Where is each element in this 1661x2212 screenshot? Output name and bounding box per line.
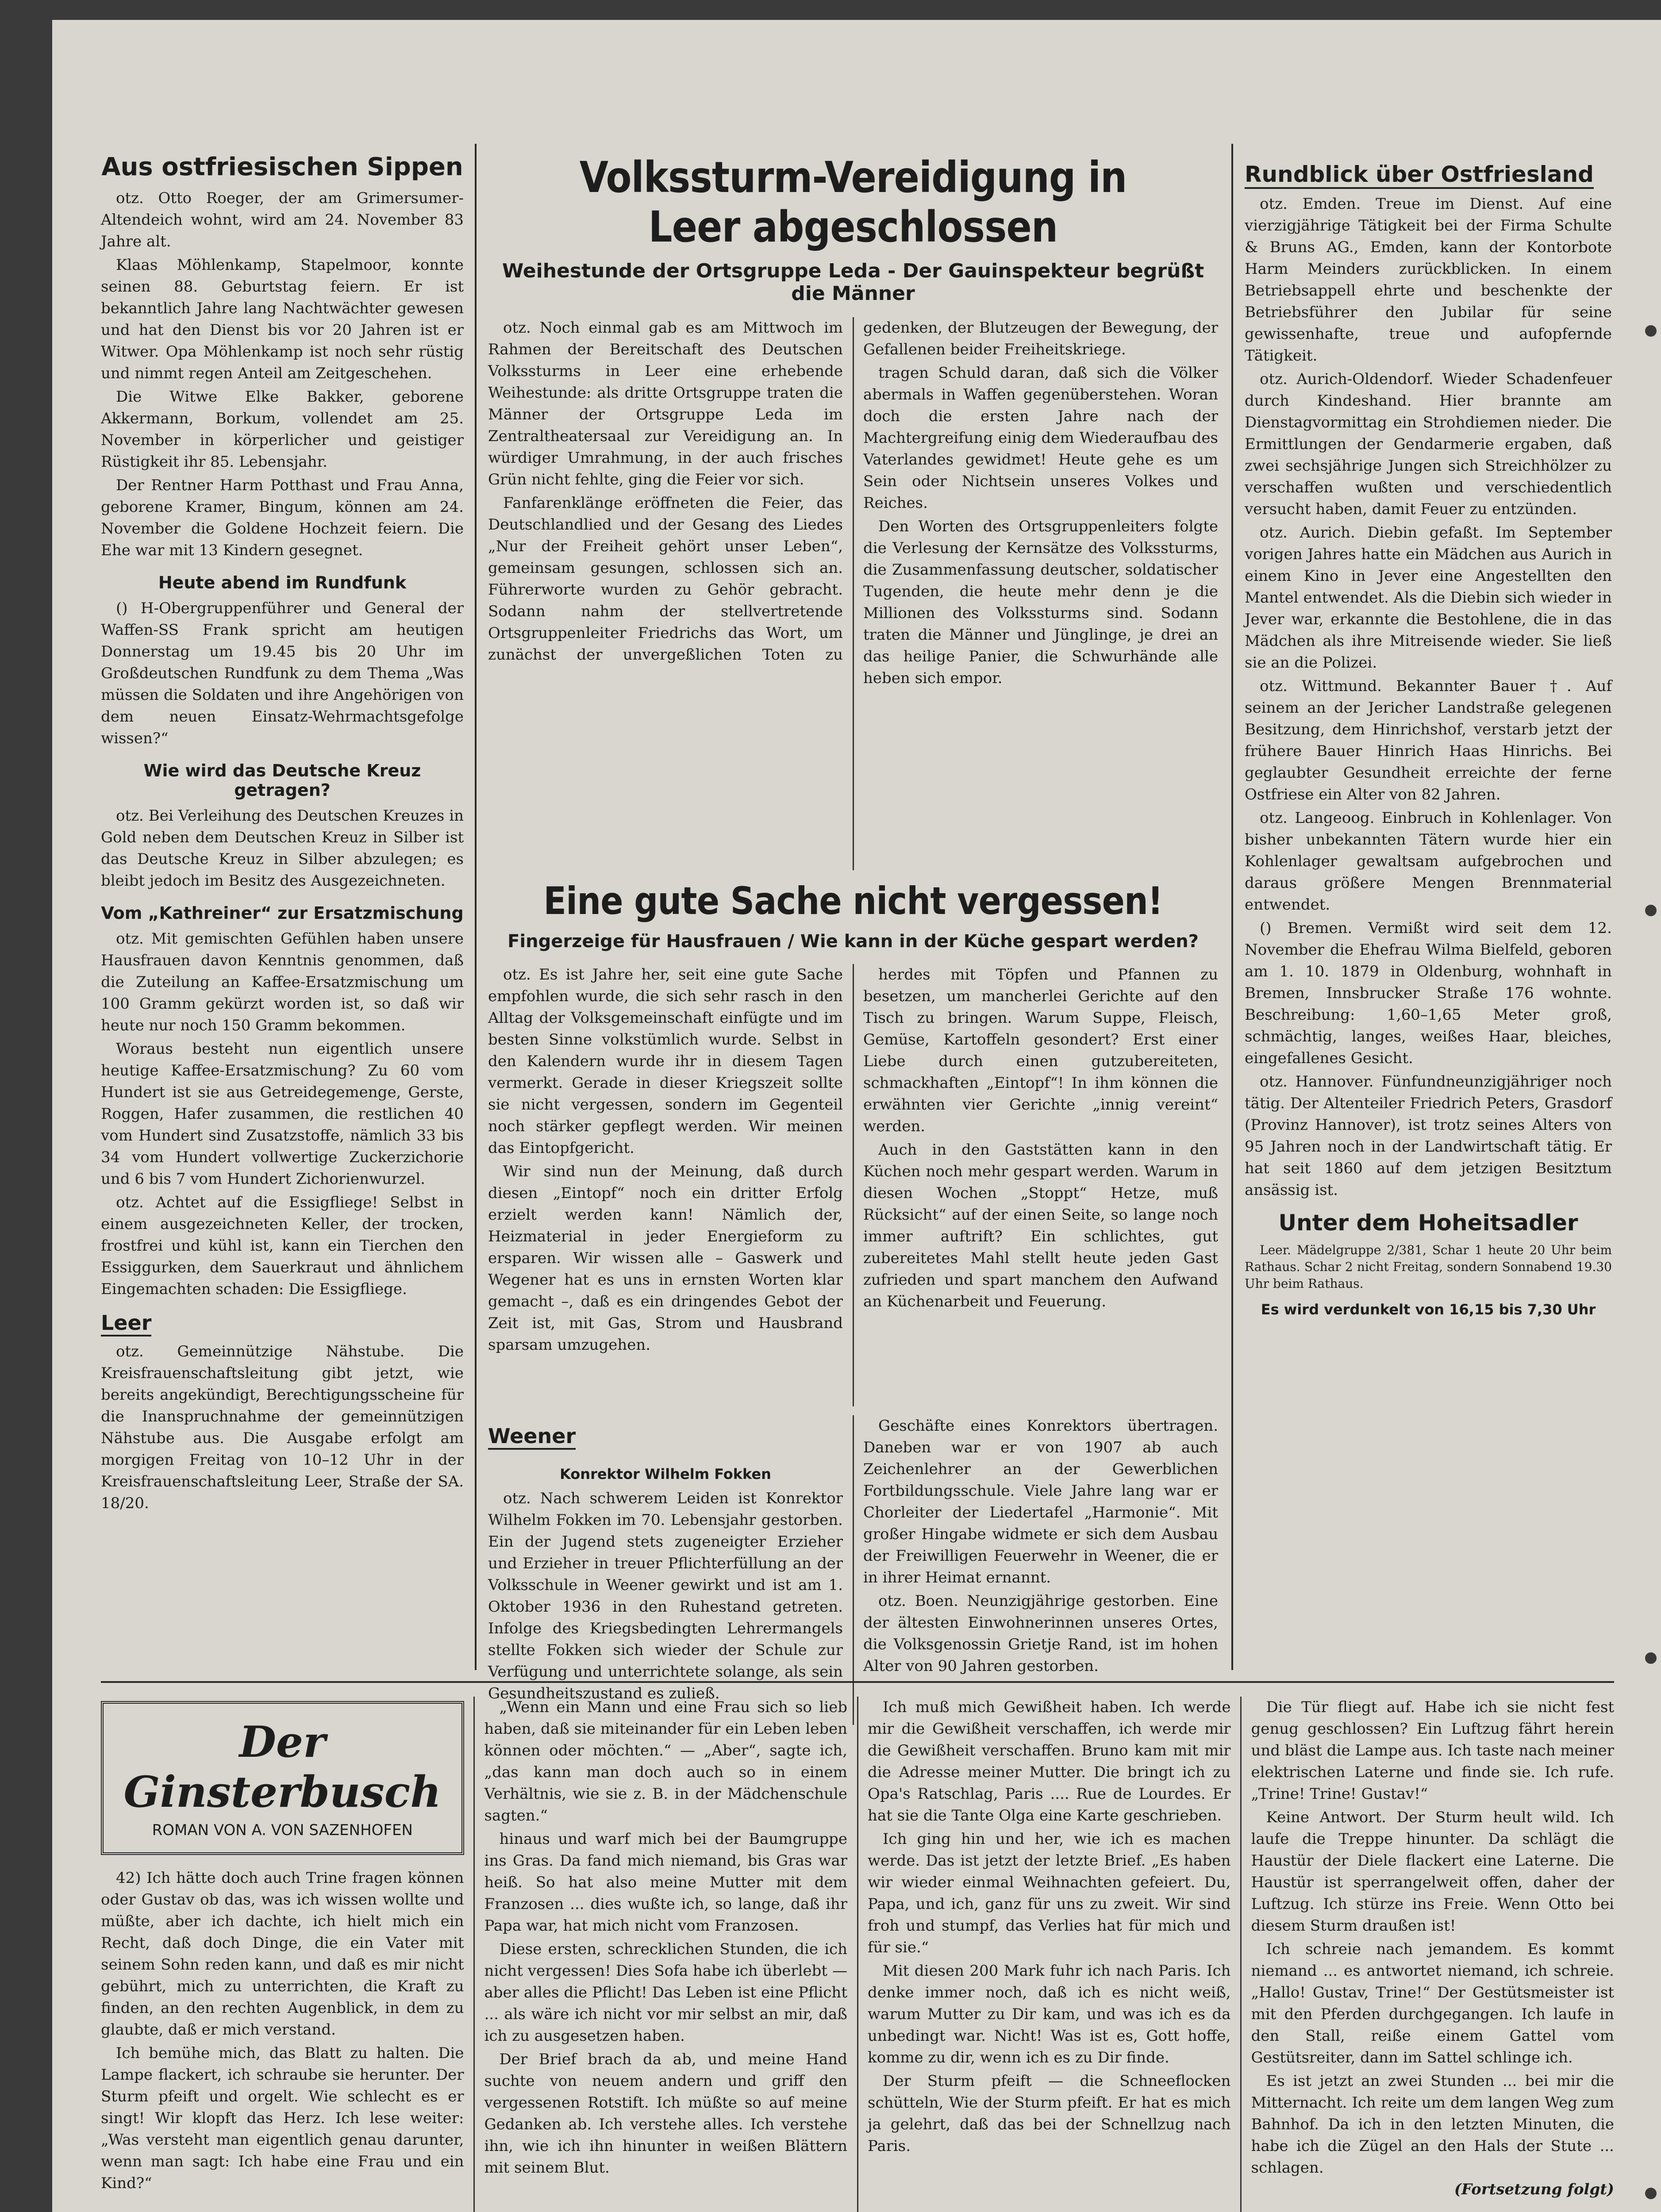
novel-title: Der Ginsterbusch [123, 1717, 441, 1817]
novel-paragraph: Mit diesen 200 Mark fuhr ich nach Paris. Ich denke immer noch, daß ich es nicht weiß, warum Mutter zu Dir kam, und was ich es da unbedingt war. Nicht! Was ist es, Gott hoffe, komme zu dir, wenn ich es zu Dir finde. [868, 1962, 1231, 2066]
leer-paragraph: otz. Gemeinnützige Nähstube. Die Kreisfrauenschaftsleitung gibt jetzt, wie bereits angekündigt, Berechtigungsscheine für die Inanspruchnahme der gemeinnützigen Nähstube aus. Die Ausgabe erfolgt am morgigen Freitag von 10–12 Uhr in der Kreisfrauenschaftsleitung Leer, Straße der SA. 18/20. [101, 1343, 464, 1512]
novel-paragraph: hinaus und warf mich bei der Baumgruppe ins Gras. Da fand mich niemand, bis Gras war heiß. So hat also meine Mutter mit dem Franzosen ... dies wußte ich, so lange, daß ihr Papa war, hat mich nicht vom Franzosen. [484, 1830, 847, 1935]
article-paragraph: otz. Noch einmal gab es am Mittwoch im Rahmen der Bereitschaft des Deutschen Volkssturms in Leer eine erhebende Weihestunde: als dritte Ortsgruppe traten die Männer der Ortsgruppe Leda im Zentraltheatersaal zur Vereidigung an. In würdiger Umrahmung, in der auch frisches Grün nicht fehlte, ging die Feier vor sich. [488, 319, 843, 488]
article-paragraph: Fanfarenklänge eröffneten die Feier, das Deutschlandlied und der Gesang des Liedes „Nur der Freiheit gehört unser Leben“, gemeinsam gesungen, schlossen sich an. Führerworte wurden zu Gehör gebracht. Sodann nahm der stellvertretende Ortsgruppenleiter Friedrichs das Wort, um zunächst der unvergeßlichen Toten zu gedenken, der Blutzeugen der Bewegung, der Gefallenen beider Freiheitskriege. [488, 319, 1218, 664]
serial-novel [101, 1697, 1614, 2212]
novel-title-box [101, 1701, 464, 1855]
sippen-paragraph: Die Witwe Elke Bakker, geborene Akkermann, Borkum, vollendet am 25. November in körperlicher und geistiger Rüstigkeit ihr 85. Lebensjahr. [101, 388, 464, 471]
novel-paragraph: Ich bemühe mich, das Blatt zu halten. Die Lampe flackert, ich schraube sie herunter. Der Sturm pfeift und orgelt. Wie schlecht es er singt! Wir klopft das Herz. Ich lese weiter: „Was versteht man eigentlich genau darunter, wenn man sagt: Ich habe eine Frau und ein Kind?“ [101, 2044, 464, 2192]
article-paragraph: otz. Nach schwerem Leiden ist Konrektor Wilhelm Fokken im 70. Lebensjahr gestorben. Ein der Jugend stets zugeneigter Erzieher und Erzieher in treuer Pflichterfüllung an der Volksschule in Weener gewirkt und ist am 1. Oktober 1936 in den Ruhestand getreten. Infolge des Kriegsbedingten Lehrermangels stellte Fokken sich wieder der Schule zur Verfügung und unterrichtete solange, als sein Gesundheitszustand es zuließ. [488, 1490, 843, 1702]
sache-headline: Eine gute Sache nicht vergessen! [543, 879, 1163, 923]
kreuz-paragraph: otz. Bei Verleihung des Deutschen Kreuzes in Gold neben dem Deutschen Kreuz in Silber ist das Deutsche Kreuz in Silber abzulegen; es bleibt jedoch im Besitz des Ausgezeichneten. [101, 807, 464, 890]
article-paragraph: otz. Boen. Neunzigjährige gestorben. Eine der ältesten Einwohnerinnen unseres Ortes, die Volksgenossin Grietje Rand, ist im hohen Alter von 90 Jahren gestorben. [863, 1592, 1218, 1675]
article-paragraph: herdes mit Töpfen und Pfannen zu besetzen, um mancherlei Gerichte auf den Tisch zu bringen. Warum Suppe, Fleisch, Gemüse, Kartoffeln gesondert? Erst einer Liebe durch einen gutzubereiteten, schmackhaften „Eintopf“! In ihm können die erwähnten vier Gerichte „innig vereint“ werden. [863, 966, 1218, 1135]
kathreiner-paragraph: Woraus besteht nun eigentlich unsere heutige Kaffee-Ersatzmischung? Zu 60 vom Hundert ist sie aus Getreidegemenge, Gerste, Roggen, Hafer zusammen, die restlichen 40 vom Hundert sind Zusatzstoffe, nämlich 33 bis 34 vom Hundert vollwertige Zuckerzichorie und 6 bis 7 vom Hundert Zichorienwurzel. [101, 1040, 464, 1188]
rundfunk-paragraph: () H-Obergruppenführer und General der Waffen-SS Frank spricht am heutigen Donnerstag um 19.45 bis 20 Uhr im Großdeutschen Rundfunk zu dem Thema „Was müssen die Soldaten und ihre Angehörigen von dem neuen Einsatz-Wehrmachtsgefolge wissen?“ [101, 599, 464, 747]
rundblick-paragraph: otz. Emden. Treue im Dienst. Auf eine vierzigjährige Tätigkeit bei der Firma Schulte & Bruns AG., Emden, kann der Kontorbote Harm Meinders zurückblicken. In einem Betriebsappell ehrte und beschenkte der Betriebsführer den Jubilar für seine gewissenhafte, treue und aufopfernde Tätigkeit. [1245, 195, 1612, 365]
novel-paragraph: Ich muß mich Gewißheit haben. Ich werde mir die Gewißheit verschaffen, ich werde mir die Gewißheit verschaffen. Bruno kam mit mir die Adresse meiner Mutter. Die bringt ich zu Opa's Ratschlag, Paris .... Rue de Lourdes. Er hat sie die Tante Olga eine Karte geschrieben. [868, 1698, 1231, 1824]
sippen-paragraph: Klaas Möhlenkamp, Stapelmoor, konnte seinen 88. Geburtstag feiern. Er ist bekanntlich Jahre lang Nachtwächter gewesen und hat den Dienst bis vor 20 Jahren ist er Witwer. Opa Möhlenkamp ist noch sehr rüstig und nimmt regen Anteil am Zeitgeschehen. [101, 256, 464, 382]
section-rule [101, 1681, 1614, 1683]
novel-paragraph: Der Sturm pfeift — die Schneeflocken schütteln, Wie der Sturm pfeift. Er hat es mich ja gelehrt, daß das bei der Schnellzug nach Paris. [868, 2072, 1231, 2155]
kreuz-heading: Wie wird das Deutsche Kreuz getragen? [143, 761, 421, 800]
column-rule [1231, 144, 1233, 1670]
sache-article [488, 964, 1218, 1406]
novel-paragraph: Der Brief brach da ab, und meine Hand suchte von neuem andern und griff den vergessenen Rotstift. Ich müßte so auf meine Gedanken ab. Ich verstehe alles. Ich verstehe ihn, wie ich ihn hinunter in weißen Blättern mit seinem Blut. [484, 2051, 847, 2177]
hoheitsadler-paragraph: Leer. Mädelgruppe 2/381, Schar 1 heute 20 Uhr beim Rathaus. Schar 2 nicht Freitag, sondern Sonnabend 19.30 Uhr beim Rathaus. [1245, 1243, 1612, 1291]
binding-hole-icon [1645, 1652, 1657, 1664]
novel-paragraph: Ich ging hin und her, wie ich es machen werde. Das ist jetzt der letzte Brief. „Es haben wir wieder einmal Weihnachten gefeiert. Du, Papa, und ich, ganz für uns zu zweit. Wir sind froh und stumpf, das Verlies hat für mich und für sie.“ [868, 1830, 1231, 1956]
right-column [1245, 153, 1612, 1670]
rundblick-paragraph: otz. Hannover. Fünfundneunzigjähriger noch tätig. Der Altenteiler Friedrich Peters, Grasdorf (Provinz Hannover), ist trotz seines Alters von 95 Jahren noch in der Landwirtschaft tätig. Er hat seit 1860 auf dem jetzigen Besitztum ansässig ist. [1245, 1073, 1612, 1199]
hoheitsadler-heading: Unter dem Hoheitsadler [1278, 1210, 1578, 1236]
novel-paragraph: Ich schreie nach jemandem. Es kommt niemand ... es antwortet niemand, ich schreie. „Hallo! Gustav, Trine!“ Der Gestütsmeister ist mit den Pferden durchgegangen. Ich laufe in den Stall, reiße einem Gattel vom Gestütsreiter, dann im Sattel schlinge ich. [1251, 1940, 1614, 2066]
leer-heading: Leer [101, 1311, 151, 1336]
article-paragraph: Den Worten des Ortsgruppenleiters folgte die Verlesung der Kernsätze des Volkssturms, die Zusammenfassung deutscher, soldatischer Tugenden, die heute mehr denn je die Millionen des Volkssturms sind. Sodann traten die Männer und Jünglinge, je drei an das heilige Panier, die Schwurhände alle heben sich empor. [863, 518, 1218, 687]
verdunkelung-notice: Es wird verdunkelt von 16,15 bis 7,30 Uhr [1261, 1301, 1596, 1318]
column-rule [475, 144, 477, 1670]
article-paragraph: otz. Es ist Jahre her, seit eine gute Sache empfohlen wurde, die sich sehr rasch in den Alltag der Volksgemeinschaft einfügte und im besten Sinne volkstümlich wurde. Selbst in den Kalendern wurde ihr in diesem Tagen vermerkt. Gerade in dieser Kriegszeit sollte sie nicht vergessen, sondern im Gegenteil noch stärker gepflegt werden. Wir meinen das Eintopfgericht. [488, 966, 843, 1157]
rundblick-paragraph: () Bremen. Vermißt wird seit dem 12. November die Ehefrau Wilma Bielfeld, geboren am 1. 10. 1879 in Oldenburg, wohnhaft in Bremen, Innsbrucker Straße 176 wohnte. Beschreibung: 1,60–1,65 Meter groß, schmächtig, langes, weißes Haar, bleiches, eingefallenes Gesicht. [1245, 919, 1612, 1067]
novel-author: ROMAN VON A. VON SAZENHOFEN [152, 1821, 413, 1839]
binding-hole-icon [1645, 325, 1657, 337]
weener-article [488, 1415, 1218, 1725]
volkssturm-subheadline: Weihestunde der Ortsgruppe Leda - Der Gauinspekteur begrüßt die Männer [502, 260, 1204, 305]
kathreiner-paragraph: otz. Mit gemischten Gefühlen haben unsere Hausfrauen davon Kenntnis genommen, daß die Zuteilung an Kaffee-Ersatzmischung um 100 Gramm gekürzt worden ist, so daß wir heute nur noch 150 Gramm bekommen. [101, 930, 464, 1034]
binding-hole-icon [1645, 2188, 1657, 2199]
fortsetzung-note: (Fortsetzung folgt) [1454, 2181, 1614, 2198]
article-paragraph: Auch in den Gaststätten kann in den Küchen noch mehr gespart werden. Warum in diesen Wochen „Stoppt“ Hetze, muß Rücksicht“ auf der einen Seite, so lange noch immer auftrift? Ein schlichtes, gut zubereitetes Mahl stellt heute jeden Gast zufrieden und spart manchem den Aufwand an Küchenarbeit und Feuerung. [863, 1141, 1218, 1310]
rundblick-paragraph: otz. Langeoog. Einbruch in Kohlenlager. Von bisher unbekannten Tätern wurde hier ein Kohlenlager gewaltsam aufgebrochen und daraus größere Mengen Brennmaterial entwendet. [1245, 809, 1612, 914]
rundblick-paragraph: otz. Aurich. Diebin gefaßt. Im September vorigen Jahres hatte ein Mädchen aus Aurich in einem Kino in Jever eine Angestellten den Mantel entwendet. Als die Diebin sich wieder in Jever war, erkannte die Bestohlene, die in das Mädchen als ihre Mitreisende wieder. Sie ließ sie an die Polizei. [1245, 524, 1612, 672]
left-column [101, 144, 464, 1670]
novel-paragraph: 42) Ich hätte doch auch Trine fragen können oder Gustav ob das, was ich wissen wollte und müßte, aber ich dachte, ich hielt mich ein Recht, daß doch Dinge, die ein Vater mit seinem Sohn reden kann, und daß es mir nicht gebührt, mich zu unterrichten, die Kraft zu finden, an den rechten Augenblick, in dem zu glaubte, daß er mich verstand. [101, 1869, 464, 2039]
article-paragraph: Geschäfte eines Konrektors übertragen. Daneben war er von 1907 ab auch Zeichenlehrer an der Gewerblichen Fortbildungsschule. Viele Jahre lang war er Chorleiter der Liedertafel „Harmonie“. Mit großer Hingabe widmete er sich dem Ausbau der Freiwilligen Feuerwehr in Weener, die er in ihrer Heimat ernannt. [863, 1417, 1218, 1586]
essigfliege-paragraph: otz. Achtet auf die Essigfliege! Selbst in einem ausgezeichneten Keller, der trocken, frostfrei und kühl ist, kann ein Tierchen den Essiggurken, dem Sauerkraut und ähnlichem Eingemachten schaden: Die Essigfliege. [101, 1194, 464, 1298]
novel-paragraph: Es ist jetzt an zwei Stunden ... bei mir die Mitternacht. Ich reite um dem langen Weg zum Bahnhof. Da ich in den letzten Minuten, die habe ich die Zügel an den Hals der Stute ... schlagen. [1251, 2072, 1614, 2177]
sache-subheadline: Fingerzeige für Hausfrauen / Wie kann in der Küche gespart werden? [508, 931, 1199, 952]
center-column [488, 153, 1218, 1702]
sippen-heading: Aus ostfriesischen Sippen [101, 153, 463, 181]
sippen-paragraph: otz. Otto Roeger, der am Grimersumer-Altendeich wohnt, wird am 24. November 83 Jahre alt. [101, 189, 464, 250]
rundblick-paragraph: otz. Aurich-Oldendorf. Wieder Schadenfeuer durch Kindeshand. Hier brannte am Dienstagvormittag ein Strohdiemen nieder. Die Ermittlungen der Gendarmerie ergaben, daß zwei sechsjährige Jungen sich Streichhölzer zu verschaffen wußten und verschiedentlich versucht haben, damit Feuer zu entzünden. [1245, 370, 1612, 518]
volkssturm-article [488, 317, 1218, 870]
novel-paragraph: Keine Antwort. Der Sturm heult wild. Ich laufe die Treppe hinunter. Da schlägt die Haustür der Diele flackert eine Laterne. Die Haustür ist sperrangelweit offen, daher der Luftzug. Ich stürze ins Freie. Wenn Otto bei diesem Sturm draußen ist! [1251, 1809, 1614, 1935]
novel-paragraph: „Wenn ein Mann und eine Frau sich so lieb haben, daß sie miteinander für ein Leben leben können oder möchten.“ — „Aber“, sagte ich, „das kann man doch auch so in einem Verhältnis, wie sie z. B. in der Mädchenschule sagten.“ [484, 1698, 847, 1824]
rundfunk-heading: Heute abend im Rundfunk [158, 573, 407, 592]
sippen-paragraph: Der Rentner Harm Potthast und Frau Anna, geborene Kramer, Bingum, können am 24. November die Goldene Hochzeit feiern. Die Ehe war mit 13 Kindern gesegnet. [101, 476, 464, 559]
article-paragraph: tragen Schuld daran, daß sich die Völker abermals in Waffen gegenüberstehen. Woran doch die ersten Jahre nach der Machtergreifung einig dem Wiederaufbau des Vaterlandes gewidmet! Heute gehe es um Sein oder Nichtsein unseres Volkes und Reiches. [863, 364, 1218, 512]
weener-heading: Weener [488, 1424, 576, 1450]
newspaper-page [52, 20, 1661, 2212]
rundblick-paragraph: otz. Wittmund. Bekannter Bauer †. Auf seinem an der Jericher Landstraße gelegenen Besitzung, dem Hinrichshof, verstarb jetzt der frühere Bauer Hinrich Haas Hinrichs. Bei geglaubter Gesundheit erreichte der ferne Ostfriese ein Alter von 82 Jahren. [1245, 677, 1612, 803]
article-paragraph: Wir sind nun der Meinung, daß durch diesen „Eintopf“ noch ein dritter Erfolg erzielt werden kann! Nämlich der, Heizmaterial in jeder Energieform zu ersparen. Wir wissen alle – Gaswerk und Wegener hat es uns in ernsten Worten klar gemacht –, daß es ein dringendes Gebot der Zeit ist, mit Gas, Strom und Hausbrand sparsam umzugehen. [488, 1163, 843, 1354]
novel-paragraph: Die Tür fliegt auf. Habe ich sie nicht fest genug geschlossen? Ein Luftzug fährt herein und bläst die Lampe aus. Ich taste nach meiner elektrischen Laterne und finde sie. Ich rufe. „Trine! Trine! Gustav!“ [1251, 1698, 1614, 1803]
fokken-heading: Konrektor Wilhelm Fokken [560, 1466, 771, 1482]
kathreiner-heading: Vom „Kathreiner“ zur Ersatzmischung [101, 903, 464, 923]
rundblick-heading: Rundblick über Ostfriesland [1245, 161, 1594, 189]
novel-columns [101, 1697, 1614, 2212]
volkssturm-headline: Volkssturm-Vereidigung in Leer abgeschlossen [579, 153, 1127, 252]
novel-paragraph: Diese ersten, schrecklichen Stunden, die ich nicht vergessen! Dies Sofa habe ich überlebt — aber alles die Pflicht! Das Leben ist eine Pflicht ... als wäre ich nicht vor mir selbst an mir, daß ich zu ausgesetzen haben. [484, 1940, 847, 2045]
binding-hole-icon [1645, 905, 1657, 916]
